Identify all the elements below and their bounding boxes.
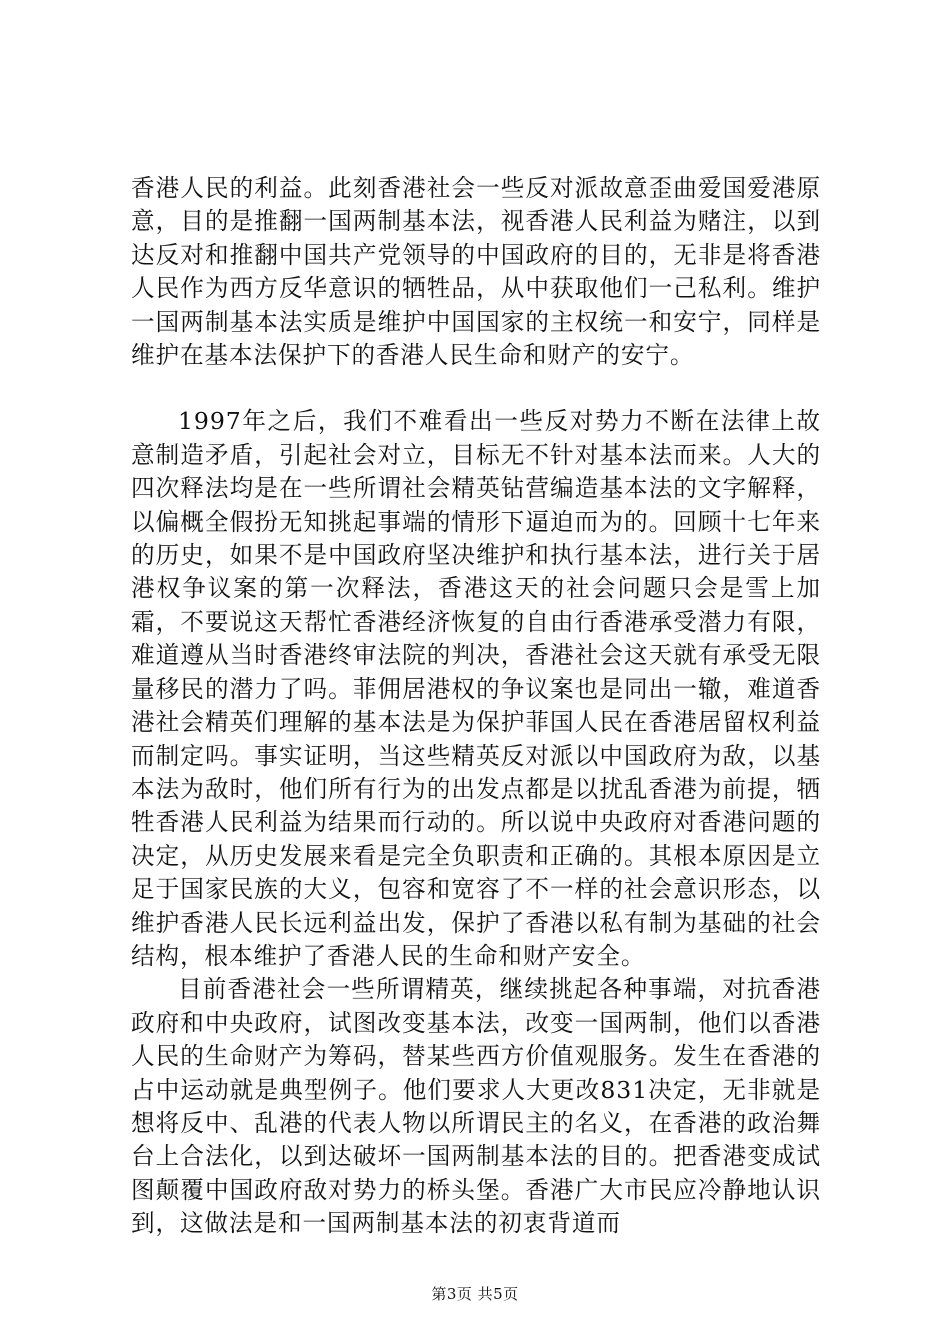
paragraph-gap [131,372,821,405]
paragraph-3: 目前香港社会一些所谓精英，继续挑起各种事端，对抗香港政府和中央政府，试图改变基本法，改变一国两制，他们以香港人民的生命财产为筹码，替某些西方价值观服务。发生在香港的占中运动就是典型例子。他们要求人大更改831决定，无非就是想将反中、乱港的代表人物以所谓民主的名义，在香港的政治舞台上合法化，以到达破坏一国两制基本法的目的。把香港变成试图颠覆中国政府敌对势力的桥头堡。香港广大市民应冷静地认识到，这做法是和一国两制基本法的初衷背道而 [131,975,821,1238]
paragraph-2: 1997年之后，我们不难看出一些反对势力不断在法律上故意制造矛盾，引起社会对立，目标无不针对基本法而来。人大的四次释法均是在一些所谓社会精英钻营编造基本法的文字解释，以偏概全假扮无知挑起事端的情形下逼迫而为的。回顾十七年来的历史，如果不是中国政府坚决维护和执行基本法，进行关于居港权争议案的第一次释法，香港这天的社会问题只会是雪上加霜，不要说这天帮忙香港经济恢复的自由行香港承受潜力有限，难道遵从当时香港终审法院的判决，香港社会这天就有承受无限量移民的潜力了吗。菲佣居港权的争议案也是同出一辙，难道香港社会精英们理解的基本法是为保护菲国人民在香港居留权利益而制定吗。事实证明，当这些精英反对派以中国政府为敌，以基本法为敌时，他们所有行为的出发点都是以扰乱香港为前提，牺牲香港人民利益为结果而行动的。所以说中央政府对香港问题的决定，从历史发展来看是完全负职责和正确的。其根本原因是立足于国家民族的大义，包容和宽容了不一样的社会意识形态，以维护香港人民长远利益出发，保护了香港以私有制为基础的社会结构，根本维护了香港人民的生命和财产安全。 [131,407,821,970]
document-body [131,172,821,1241]
page-footer: 第3页 共5页 [431,1285,519,1303]
paragraph-1: 香港人民的利益。此刻香港社会一些反对派故意歪曲爱国爱港原意，目的是推翻一国两制基本法，视香港人民利益为赌注，以到达反对和推翻中国共产党领导的中国政府的目的，无非是将香港人民作为西方反华意识的牺牲品，从中获取他们一己私利。维护一国两制基本法实质是维护中国国家的主权统一和安宁，同样是维护在基本法保护下的香港人民生命和财产的安宁。 [131,174,821,370]
